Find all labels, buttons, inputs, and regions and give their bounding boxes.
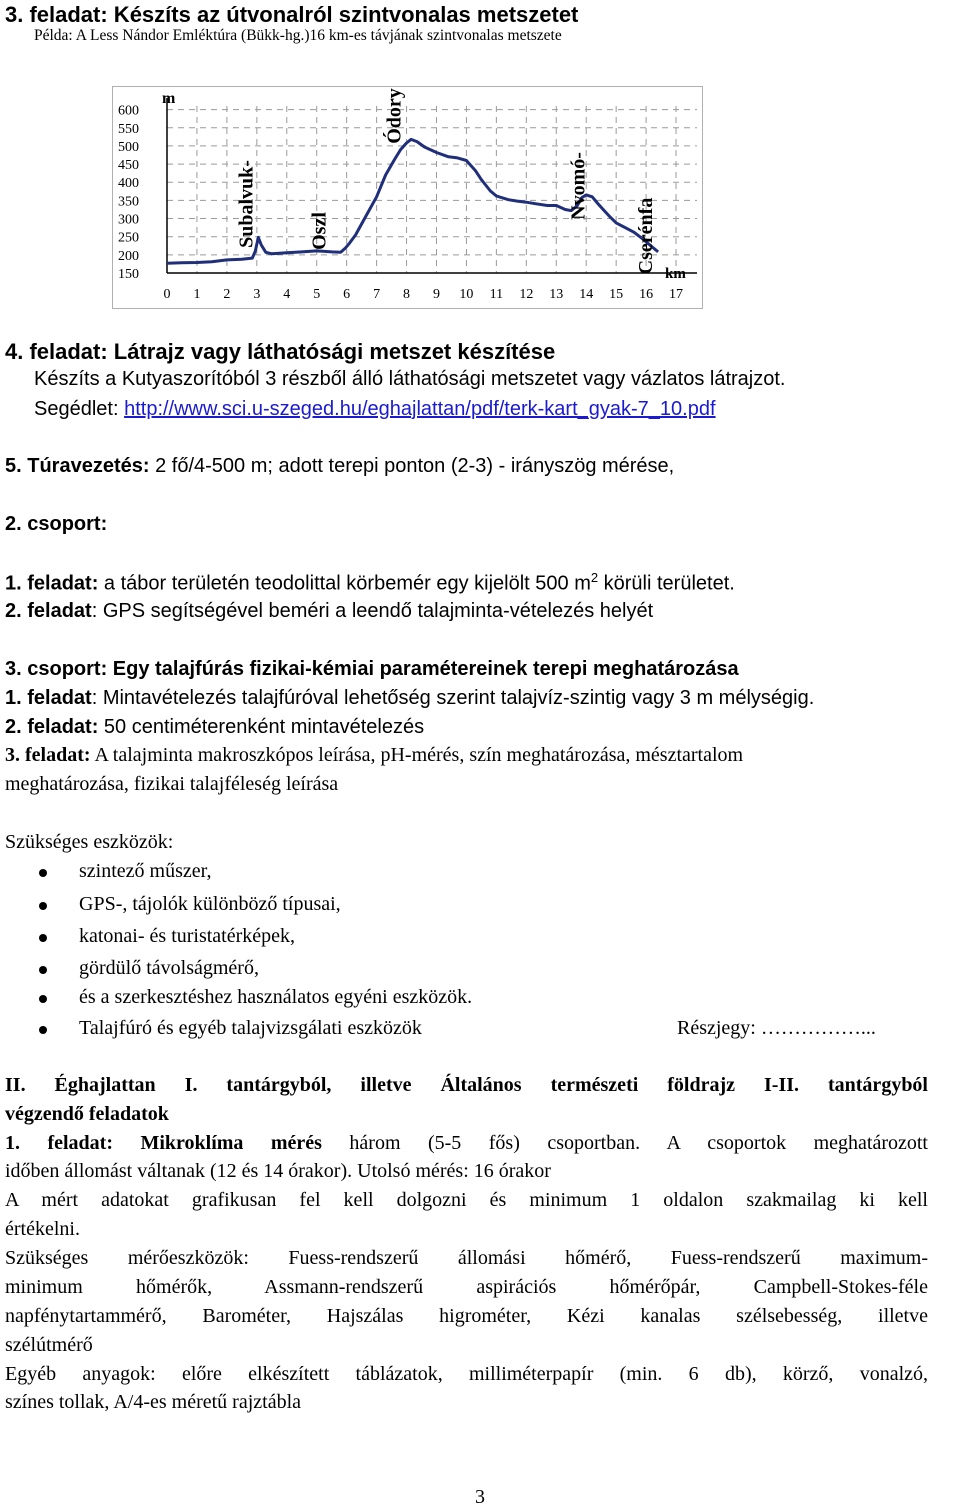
task3-example: Példa: A Less Nándor Emléktúra (Bükk-hg.)16 km-es távjának szintvonalas metszete xyxy=(34,27,562,44)
group3-task3 xyxy=(5,744,950,767)
y-tick-label: 500 xyxy=(118,139,139,155)
task5-bold: Túravezetés: xyxy=(27,455,150,477)
task4-help-label: Segédlet: xyxy=(34,398,125,420)
group2-task2 xyxy=(5,600,653,623)
section2-p2-line1: Szükséges mérőeszközök: Fuess-rendszerű állomási hőmérő, Fuess-rendszerű maximum- xyxy=(5,1247,928,1269)
x-tick-label: 12 xyxy=(519,287,534,302)
y-tick-label: 200 xyxy=(118,248,139,264)
x-tick-label: 11 xyxy=(489,287,504,302)
group2-task2-text: : GPS segítségével beméri a leendő talajminta-vételezés helyét xyxy=(91,600,654,622)
tools-item: és a szerkesztéshez használatos egyéni eszközök. xyxy=(79,986,473,1008)
x-tick-label: 3 xyxy=(253,287,261,302)
task4-help xyxy=(34,398,716,421)
x-tick-label: 1 xyxy=(193,287,201,302)
tools-item: gördülő távolságmérő, xyxy=(79,957,259,979)
bullet-icon xyxy=(39,966,47,974)
section2-heading-line2: végzendő feladatok xyxy=(5,1103,169,1125)
group3-task2-text: 50 centiméterenként mintavételezés xyxy=(98,716,425,738)
x-tick-label: 17 xyxy=(669,287,684,302)
y-tick-label: 300 xyxy=(118,212,139,228)
x-tick-label: 5 xyxy=(313,287,321,302)
section2-p2-line4: szélútmérő xyxy=(5,1334,93,1356)
y-unit-label: m xyxy=(162,90,176,107)
group3-task2-label: 2. feladat: xyxy=(5,716,99,738)
group2-title: 2. csoport: xyxy=(5,513,108,535)
section2-task1-text: három (5-5 fős) csoportban. A csoportok meghatározott xyxy=(321,1132,928,1154)
group3-task2 xyxy=(5,716,424,739)
place-name-label: Nvomó- xyxy=(567,152,590,220)
group2-task1-label: 1. feladat: xyxy=(5,572,99,595)
task5-text: 2 fő/4-500 m; adott terepi ponton (2-3) - irányszög mérése, xyxy=(149,455,675,477)
section2-task1-line2: időben állomást váltanak (12 és 14 órakor). Utolsó mérés: 16 órakor xyxy=(5,1160,551,1182)
y-tick-label: 150 xyxy=(118,267,139,282)
group3-task3-line2: meghatározása, fizikai talajféleség leírása xyxy=(5,773,339,795)
x-tick-label: 10 xyxy=(459,287,474,302)
task4-description: Készíts a Kutyaszorítóból 3 részből álló láthatósági metszetet vagy vázlatos látrajzot. xyxy=(34,368,786,390)
x-tick-label: 7 xyxy=(373,287,381,302)
bullet-icon xyxy=(39,869,47,877)
x-tick-label: 13 xyxy=(549,287,564,302)
chart-frame xyxy=(113,87,703,309)
partial-grade: Részjegy: ……………... xyxy=(677,1017,876,1039)
x-tick-label: 4 xyxy=(283,287,291,302)
y-tick-label: 350 xyxy=(118,194,139,210)
section2-p1-line1: A mért adatokat grafikusan fel kell dolgozni és minimum 1 oldalon szakmailag ki kell xyxy=(5,1189,928,1211)
x-unit-label: km xyxy=(665,266,686,282)
x-tick-label: 9 xyxy=(432,287,440,302)
y-tick-label: 450 xyxy=(118,158,139,174)
section2-p3-line2: színes tollak, A/4-es méretű rajztábla xyxy=(5,1391,302,1413)
task3-title: 3. feladat: Készíts az útvonalról szintvonalas metszetet xyxy=(5,2,579,27)
bullet-icon xyxy=(39,934,47,942)
elevation-profile-svg xyxy=(112,86,704,310)
task5-line xyxy=(5,455,674,478)
tools-item: Talajfúró és egyéb talajvizsgálati eszközök xyxy=(79,1017,422,1039)
x-tick-label: 2 xyxy=(223,287,231,302)
group2-task2-label: 2. feladat xyxy=(5,600,92,622)
place-name-label: Ódory xyxy=(383,88,406,144)
task4-title: 4. feladat: Látrajz vagy láthatósági metszet készítése xyxy=(5,339,556,364)
section2-p1-line2: értékelni. xyxy=(5,1218,80,1240)
task4-help-link[interactable]: http://www.sci.u-szeged.hu/eghajlattan/pdf/terk-kart_gyak-7_10.pdf xyxy=(124,398,716,420)
group3-title: 3. csoport: Egy talajfúrás fizikai-kémiai paramétereinek terepi meghatározása xyxy=(5,658,739,680)
section2-heading-line1: II. Éghajlattan I. tantárgyból, illetve Általános természeti földrajz I-II. tantárgyból xyxy=(5,1074,928,1096)
group3-task3-text: A talajminta makroszkópos leírása, pH-mérés, szín meghatározása, mésztartalom xyxy=(90,744,744,766)
x-tick-label: 16 xyxy=(639,287,654,302)
x-tick-label: 0 xyxy=(163,287,171,302)
group2-task1-sup: 2 xyxy=(590,570,599,585)
x-tick-label: 8 xyxy=(403,287,411,302)
group3-task1-label: 1. feladat xyxy=(5,687,92,709)
y-tick-label: 250 xyxy=(118,230,139,246)
group2-task1-end: körüli területet. xyxy=(598,572,735,595)
bullet-icon xyxy=(39,1026,47,1034)
place-name-label: Oszl xyxy=(308,212,331,250)
group3-task1 xyxy=(5,687,814,710)
y-tick-label: 600 xyxy=(118,103,139,119)
group3-task1-text: : Mintavételezés talajfúróval lehetőség szerint talajvíz-szintig vagy 3 m mélységig. xyxy=(91,687,815,709)
group2-task1 xyxy=(5,570,735,596)
place-name-label: Subalvuk- xyxy=(235,160,258,248)
x-tick-label: 14 xyxy=(579,287,594,302)
section2-p2-line3: napfénytartammérő, Barométer, Hajszálas higrométer, Kézi kanalas szélsebesség, illetve xyxy=(5,1305,928,1327)
tools-item: GPS-, tájolók különböző típusai, xyxy=(79,893,341,915)
elevation-profile-chart xyxy=(112,86,704,310)
tools-title: Szükséges eszközök: xyxy=(5,831,174,853)
tools-item: szintező műszer, xyxy=(79,860,212,882)
section2-p2-line2: minimum hőmérők, Assmann-rendszerű aspirációs hőmérőpár, Campbell-Stokes-féle xyxy=(5,1276,928,1298)
page-number: 3 xyxy=(475,1486,485,1508)
section2-task1 xyxy=(5,1132,928,1155)
tools-item: katonai- és turistatérképek, xyxy=(79,925,296,947)
section2-p3-line1: Egyéb anyagok: előre elkészített táblázatok, milliméterpapír (min. 6 db), körző, vonalzó, xyxy=(5,1363,928,1385)
x-tick-label: 6 xyxy=(343,287,351,302)
task5-num: 5. xyxy=(5,455,22,477)
group2-task1-text: a tábor területén teodolittal körbemér egy kijelölt 500 m xyxy=(98,572,591,595)
y-tick-label: 550 xyxy=(118,121,139,137)
place-name-label: Cserénfa xyxy=(635,197,658,275)
group3-task3-label: 3. feladat: xyxy=(5,744,91,766)
x-tick-label: 15 xyxy=(609,287,624,302)
bullet-icon xyxy=(39,902,47,910)
section2-task1-label: 1. feladat: Mikroklíma mérés xyxy=(5,1132,322,1154)
y-tick-label: 400 xyxy=(118,176,139,192)
bullet-icon xyxy=(39,995,47,1003)
